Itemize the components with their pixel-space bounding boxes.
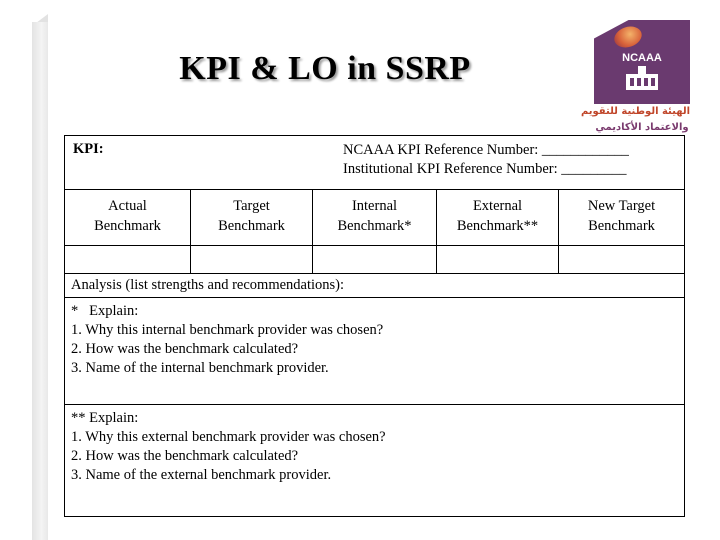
kpi-header-row <box>65 136 684 190</box>
logo-arabic-line1: الهيئة الوطنية للتقويم <box>580 106 690 117</box>
column-new-target-benchmark: New Target Benchmark <box>587 198 656 234</box>
cell-actual-benchmark <box>65 246 191 273</box>
ncaaa-reference: NCAAA KPI Reference Number: ____________ <box>343 142 629 158</box>
kpi-table <box>64 135 685 517</box>
ncaaa-logo <box>580 20 690 146</box>
column-target-benchmark: Target Benchmark <box>191 190 313 245</box>
column-actual-benchmark: Actual Benchmark <box>65 190 191 245</box>
column-internal-benchmark: Internal Benchmark* <box>313 190 437 245</box>
decorative-strip <box>32 22 48 540</box>
cell-target-benchmark <box>191 246 313 273</box>
benchmark-value-row <box>65 246 684 274</box>
institutional-reference: Institutional KPI Reference Number: _________ <box>343 161 627 177</box>
external-explain-text: ** Explain: 1. Why this external benchmark provider was chosen? 2. How was the benchmark calculated? 3. Name of the external benchmark provider. <box>71 410 386 483</box>
logo-acronym: NCAAA <box>622 52 662 64</box>
kpi-label: KPI: <box>73 141 104 157</box>
slide-title: KPI & LO in SSRP <box>179 50 471 87</box>
analysis-label: Analysis (list strengths and recommendations): <box>71 277 345 293</box>
benchmark-header-row <box>65 190 684 246</box>
cell-external-benchmark <box>437 246 559 273</box>
internal-explain-text: * Explain: 1. Why this internal benchmark provider was chosen? 2. How was the benchmark calculated? 3. Name of the internal benchmark provider. <box>71 303 384 376</box>
analysis-row <box>65 274 684 298</box>
external-explain-row <box>65 405 684 516</box>
reference-numbers <box>343 141 629 179</box>
logo-arabic-line2: والاعتماد الأكاديمي <box>595 122 689 133</box>
column-external-benchmark: External Benchmark** <box>437 190 559 245</box>
internal-explain-row <box>65 298 684 405</box>
cell-internal-benchmark <box>313 246 437 273</box>
building-icon <box>624 64 660 92</box>
